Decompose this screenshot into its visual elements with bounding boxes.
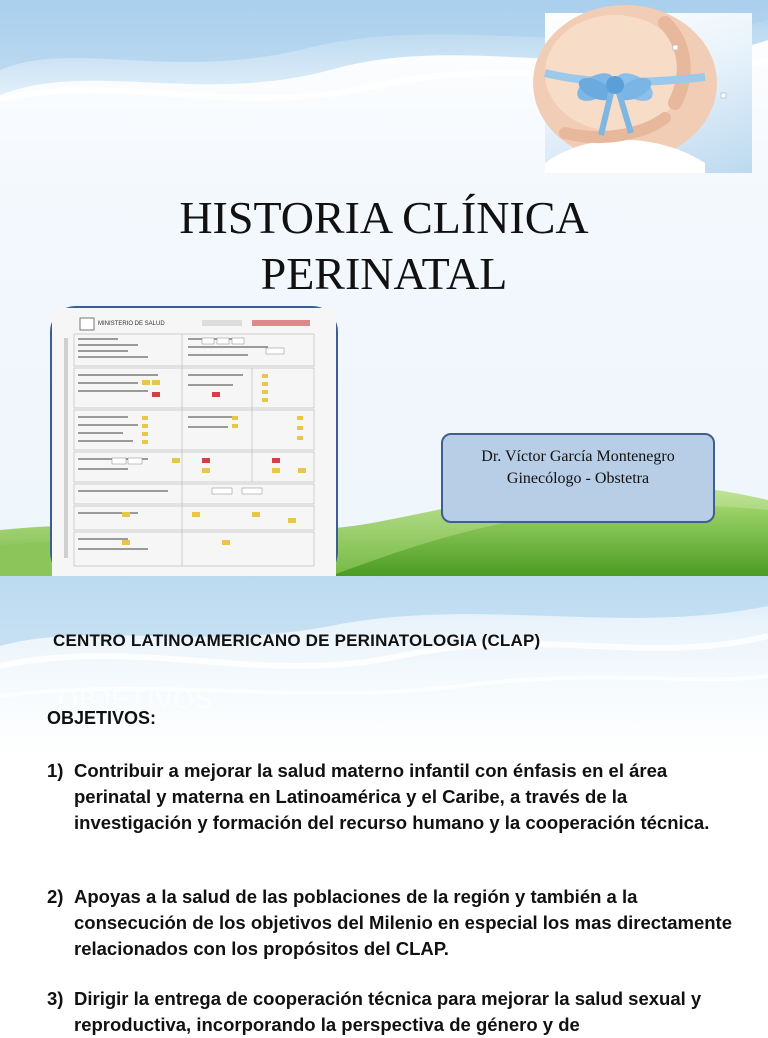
objective-item bbox=[47, 758, 737, 836]
objectives-slide bbox=[0, 576, 768, 1035]
title-line-2: PERINATAL bbox=[260, 248, 508, 299]
ghost-heading: OBJETIVOS bbox=[58, 684, 213, 714]
objective-item bbox=[47, 986, 737, 1038]
pregnant-belly-with-bow-image bbox=[545, 13, 752, 173]
author-info-box bbox=[441, 433, 715, 523]
clap-center-title: CENTRO LATINOAMERICANO DE PERINATOLOGIA (CLAP) bbox=[53, 631, 541, 650]
pregnancy-photo bbox=[545, 13, 752, 173]
objective-text: Dirigir la entrega de cooperación técnica para mejorar la salud sexual y reproductiva, incorporando la perspectiva de género y de bbox=[74, 988, 702, 1035]
objective-number: 3) bbox=[47, 988, 64, 1009]
perinatal-form-image bbox=[50, 306, 338, 578]
author-specialty: Ginecólogo - Obstetra bbox=[506, 470, 650, 487]
title-line-1: HISTORIA CLÍNICA bbox=[179, 192, 589, 243]
clap-form-thumbnail bbox=[52, 308, 336, 576]
objectives-heading: OBJETIVOS: bbox=[47, 708, 157, 728]
slide-title bbox=[0, 190, 768, 302]
objective-text: Contribuir a mejorar la salud materno infantil con énfasis en el área perinatal y materna en Latinoamérica y el Caribe, a través de la investigación y formación del recurso humano y la cooperación técnica. bbox=[74, 760, 710, 833]
form-header-text: MINISTERIO DE SALUD bbox=[98, 321, 165, 327]
objective-number: 1) bbox=[47, 760, 64, 781]
objective-text: Apoyas a la salud de las poblaciones de la región y también a la consecución de los objetivos del Milenio en especial los mas directamente relacionados con los propósitos del CLAP. bbox=[74, 886, 732, 959]
author-name: Dr. Víctor García Montenegro bbox=[481, 448, 675, 465]
objective-number: 2) bbox=[47, 886, 64, 907]
objective-item bbox=[47, 884, 737, 962]
